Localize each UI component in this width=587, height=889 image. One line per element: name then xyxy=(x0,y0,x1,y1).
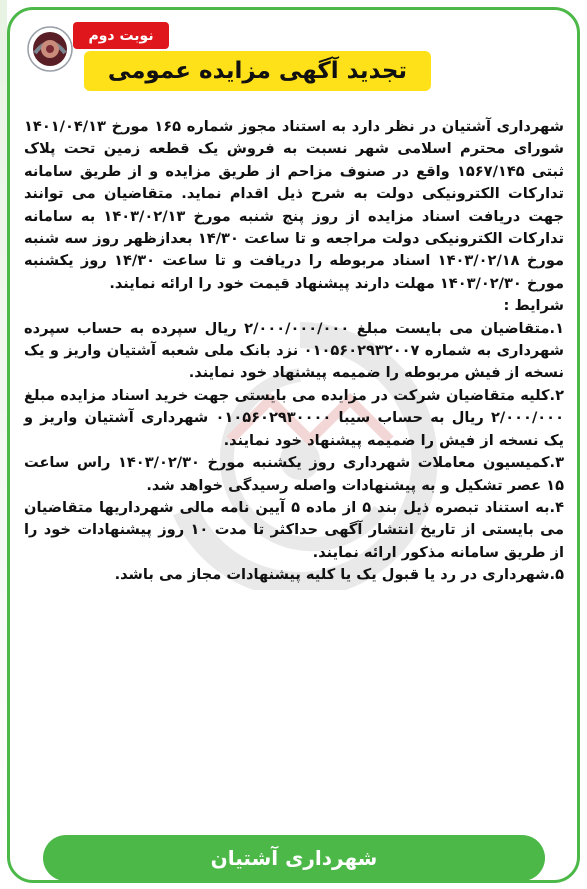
issuer-footer: شهرداری آشتیان xyxy=(43,835,545,881)
left-page-edge xyxy=(0,0,7,889)
municipality-emblem-icon xyxy=(26,25,74,73)
condition-item: ۴.به استناد تبصره ذیل بند ۵ از ماده ۵ آیین نامه مالی شهرداریها متقاضیان می بایستی از تاریخ انتشار آگهی حداکثر تا مدت ۱۰ روز پیشنهادات خود را از طریق سامانه مذکور ارائه نمایند. xyxy=(24,498,564,561)
round-badge: نوبت دوم xyxy=(73,22,169,49)
ad-body xyxy=(24,116,564,587)
condition-item: ۵.شهرداری در رد یا قبول یک یا کلیه پیشنهادات مجاز می باشد. xyxy=(114,566,564,584)
ad-frame xyxy=(7,7,580,883)
ad-title: تجدید آگهی مزایده عمومی xyxy=(84,51,431,91)
condition-item: ۲.کلیه متقاضیان شرکت در مزایده می بایستی جهت خرید اسناد مزایده مبلغ ۲/۰۰۰/۰۰۰ ریال به حساب سیبا ۰۱۰۵۶۰۲۹۳۰۰۰۰ شهرداری آشتیان واریز و یک نسخه از فیش را ضمیمه پیشنهاد خود نمایند. xyxy=(24,386,564,449)
conditions-heading: شرایط : xyxy=(503,297,564,315)
intro-paragraph: شهرداری آشتیان در نظر دارد به استناد مجوز شماره ۱۶۵ مورخ ۱۴۰۱/۰۴/۱۳ شورای محترم اسلامی شهر نسبت به فروش یک قطعه زمین تحت پلاک ثبتی ۱۵۶۷/۱۴۵ واقع در صنوف مزاحم از طریق مزایده و از طریق سامانه تدارکات الکترونیکی دولت به شرح ذیل اقدام نماید. متقاضیان می توانند جهت دریافت اسناد مزایده از روز پنج شنبه مورخ ۱۴۰۳/۰۲/۱۳ به سامانه تدارکات الکترونیکی دولت مراجعه و تا ساعت ۱۴/۳۰ بعدازظهر روز سه شنبه مورخ ۱۴۰۳/۰۲/۱۸ اسناد مربوطه را دریافت و تا ساعت ۱۴/۳۰ روز یکشنبه مورخ ۱۴۰۳/۰۲/۳۰ مهلت دارند پیشنهاد قیمت خود را ارائه نمایند. xyxy=(24,118,565,292)
condition-item: ۳.کمیسیون معاملات شهرداری روز یکشنبه مورخ ۱۴۰۳/۰۲/۳۰ راس ساعت ۱۵ عصر تشکیل و به پیشنهادات واصله رسیدگی خواهد شد. xyxy=(24,454,564,494)
condition-item: ۱.متقاضیان می بایست مبلغ ۲/۰۰۰/۰۰۰/۰۰۰ ریال سپرده به حساب سپرده شهرداری به شماره ۰۱۰۵۶۰۲۹۳۲۰۰۷ نزد بانک ملی شعبه آشتیان واریز و یک نسخه از فیش مربوطه را ضمیمه پیشنهاد خود نمایند. xyxy=(24,319,564,382)
